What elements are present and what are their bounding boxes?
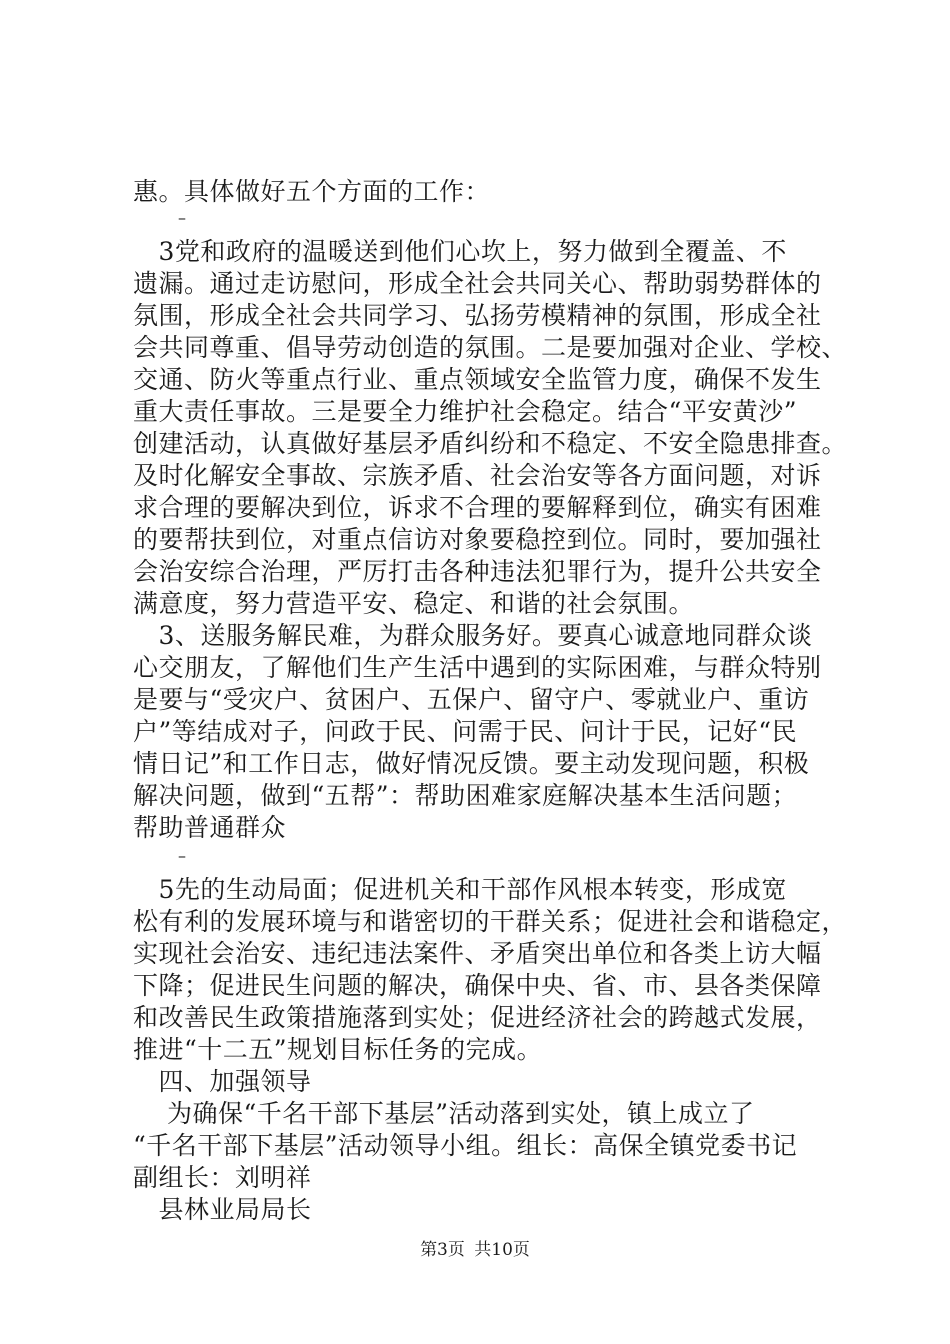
page-break-dash: – <box>178 846 186 865</box>
text-line: 松有利的发展环境与和谐密切的干群关系；促进社会和谐稳定， <box>133 907 848 936</box>
text-line: 惠。具体做好五个方面的工作： <box>133 177 491 206</box>
section-heading: 四、加强领导 <box>133 1067 312 1096</box>
text-line: 3党和政府的温暖送到他们心坎上，努力做到全覆盖、不 <box>133 237 787 266</box>
page-total: 共10页 <box>474 1240 530 1260</box>
text-line: 创建活动，认真做好基层矛盾纠纷和不稳定、不安全隐患排查。 <box>133 429 848 458</box>
text-line: 县林业局局长 <box>133 1195 312 1224</box>
text-line: 氛围，形成全社会共同学习、弘扬劳模精神的氛围，形成全社 <box>133 301 822 330</box>
text-line: 满意度，努力营造平安、稳定、和谐的社会氛围。 <box>133 589 695 618</box>
text-line: 会治安综合治理，严厉打击各种违法犯罪行为，提升公共安全 <box>133 557 822 586</box>
text-line: 的要帮扶到位，对重点信访对象要稳控到位。同时，要加强社 <box>133 525 822 554</box>
text-line: 推进“十二五”规划目标任务的完成。 <box>133 1035 543 1064</box>
text-line: 解决问题，做到“五帮”：帮助困难家庭解决基本生活问题； <box>133 781 798 810</box>
text-line: 遗漏。通过走访慰问，形成全社会共同关心、帮助弱势群体的 <box>133 269 822 298</box>
text-line: 实现社会治安、违纪违法案件、矛盾突出单位和各类上访大幅 <box>133 939 822 968</box>
text-line: “千名干部下基层”活动领导小组。组长：高保全镇党委书记 <box>133 1131 798 1160</box>
text-line: 交通、防火等重点行业、重点领域安全监管力度，确保不发生 <box>133 365 822 394</box>
text-line: 重大责任事故。三是要全力维护社会稳定。结合“平安黄沙” <box>133 397 798 426</box>
text-line: 户”等结成对子，问政于民、问需于民、问计于民，记好“民 <box>133 717 798 746</box>
text-line: 3、送服务解民难，为群众服务好。要真心诚意地同群众谈 <box>133 621 813 650</box>
page-break-dash: – <box>178 208 186 227</box>
text-line: 5先的生动局面；促进机关和干部作风根本转变，形成宽 <box>133 875 787 904</box>
text-line: 是要与“受灾户、贫困户、五保户、留守户、零就业户、重访 <box>133 685 810 714</box>
text-line: 及时化解安全事故、宗族矛盾、社会治安等各方面问题，对诉 <box>133 461 822 490</box>
text-line: 求合理的要解决到位，诉求不合理的要解释到位，确实有困难 <box>133 493 822 522</box>
text-line: 下降；促进民生问题的解决，确保中央、省、市、县各类保障 <box>133 971 822 1000</box>
text-line: 副组长：刘明祥 <box>133 1163 312 1192</box>
text-line: 情日记”和工作日志，做好情况反馈。要主动发现问题，积极 <box>133 749 810 778</box>
text-line: 帮助普通群众 <box>133 813 287 842</box>
page-footer <box>0 1239 950 1261</box>
text-line: 心交朋友，了解他们生产生活中遇到的实际困难，与群众特别 <box>133 653 822 682</box>
page-number: 第3页 <box>420 1240 465 1260</box>
text-line: 和改善民生政策措施落到实处；促进经济社会的跨越式发展， <box>133 1003 822 1032</box>
text-line: 为确保“千名干部下基层”活动落到实处，镇上成立了 <box>133 1099 755 1128</box>
text-line: 会共同尊重、倡导劳动创造的氛围。二是要加强对企业、学校、 <box>133 333 848 362</box>
